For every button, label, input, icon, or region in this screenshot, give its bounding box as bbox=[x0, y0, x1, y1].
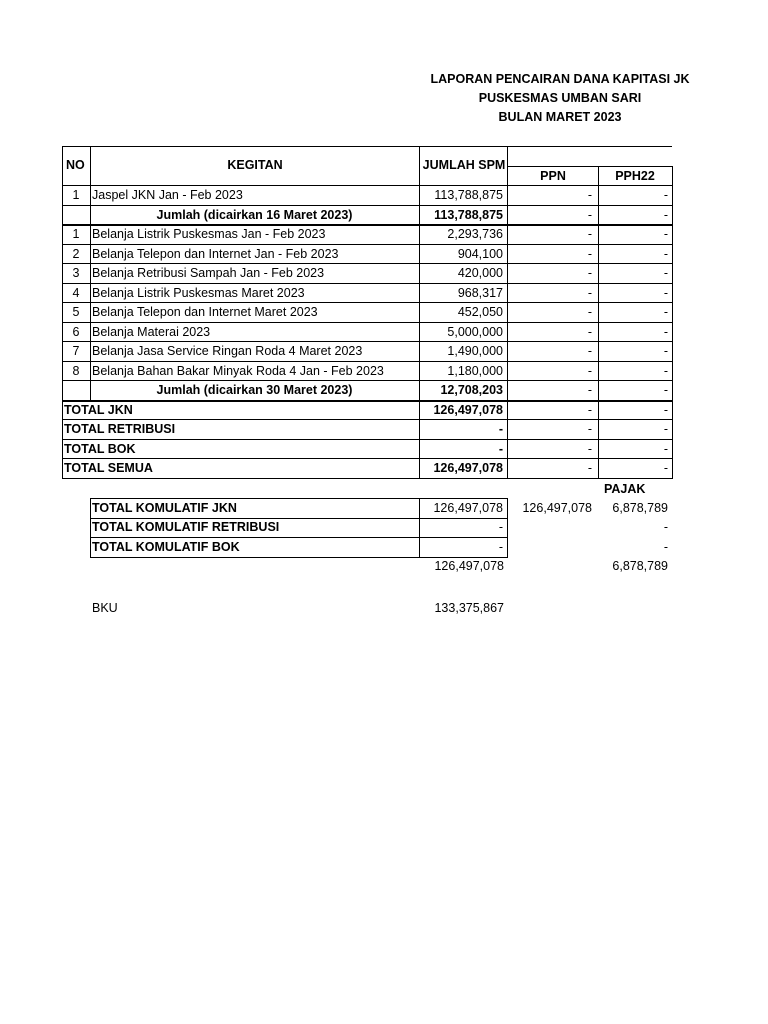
kumulatif-col4: - bbox=[663, 539, 668, 554]
kumulatif-col3 bbox=[509, 538, 592, 557]
row-no: 4 bbox=[72, 285, 80, 300]
row-ppn: - bbox=[587, 344, 592, 358]
row-jumlah: 904,100 bbox=[457, 246, 503, 261]
row-ppn: - bbox=[587, 422, 592, 436]
header-pph22: PPH22 bbox=[615, 169, 655, 183]
row-jumlah: 452,050 bbox=[457, 305, 503, 319]
title-line-1: LAPORAN PENCAIRAN DANA KAPITASI JK bbox=[430, 72, 690, 86]
row-jumlah: 2,293,736 bbox=[447, 227, 503, 241]
title-line-2: PUSKESMAS UMBAN SARI bbox=[478, 91, 642, 105]
title-line-3: BULAN MARET 2023 bbox=[498, 110, 622, 124]
subtotal-label: Jumlah (dicairkan 30 Maret 2023) bbox=[156, 383, 353, 397]
header-ppn: PPN bbox=[540, 169, 566, 183]
row-kegiatan: Belanja Jasa Service Ringan Roda 4 Maret 2023 bbox=[92, 344, 363, 358]
row-pph22: - bbox=[663, 188, 668, 202]
table-top-border bbox=[62, 146, 507, 147]
row-kegiatan: Belanja Bahan Bakar Minyak Roda 4 Jan - Feb 2023 bbox=[92, 363, 384, 378]
row-ppn: - bbox=[587, 246, 592, 261]
row-kegiatan: Belanja Telepon dan Internet Jan - Feb 2023 bbox=[92, 246, 339, 261]
row-no: 7 bbox=[72, 344, 80, 358]
kumulatif-border-left bbox=[90, 498, 91, 558]
row-pph22: - bbox=[663, 246, 668, 261]
row-kegiatan: Belanja Telepon dan Internet Maret 2023 bbox=[92, 305, 318, 319]
row-ppn: - bbox=[587, 227, 592, 241]
row-pph22: - bbox=[663, 441, 668, 456]
row-jumlah: 126,497,078 bbox=[433, 402, 503, 417]
header-kegiatan: KEGITAN bbox=[227, 158, 283, 172]
row-jumlah: 1,180,000 bbox=[447, 363, 503, 378]
header-no: NO bbox=[66, 158, 85, 172]
row-jumlah: 968,317 bbox=[457, 285, 503, 300]
row-ppn: - bbox=[587, 441, 592, 456]
kumulatif-sum-jumlah: 126,497,078 bbox=[434, 559, 504, 573]
col-border-right bbox=[672, 166, 673, 479]
row-jumlah: 1,490,000 bbox=[447, 344, 503, 358]
row-no: 8 bbox=[72, 363, 80, 378]
row-pph22: - bbox=[663, 422, 668, 436]
row-pph22: - bbox=[663, 266, 668, 280]
row-ppn: - bbox=[587, 383, 592, 397]
total-label: TOTAL SEMUA bbox=[64, 461, 153, 475]
row-jumlah: 12,708,203 bbox=[440, 383, 503, 397]
row-ppn: - bbox=[587, 285, 592, 300]
pajak-label: PAJAK bbox=[604, 482, 646, 496]
row-kegiatan: Jaspel JKN Jan - Feb 2023 bbox=[92, 188, 243, 202]
row-pph22: - bbox=[663, 207, 668, 222]
total-label: TOTAL JKN bbox=[64, 402, 133, 417]
kumulatif-label: TOTAL KOMULATIF BOK bbox=[92, 539, 240, 554]
table-top-border-right bbox=[507, 146, 672, 147]
row-kegiatan: Belanja Retribusi Sampah Jan - Feb 2023 bbox=[92, 266, 325, 280]
col-border-left bbox=[62, 146, 63, 479]
col-border-ppn bbox=[507, 146, 508, 479]
col-border-jumlah bbox=[419, 146, 420, 479]
row-ppn: - bbox=[587, 188, 592, 202]
row-kegiatan: Belanja Listrik Puskesmas Maret 2023 bbox=[92, 285, 305, 300]
row-jumlah: 113,788,875 bbox=[434, 188, 503, 202]
report-title bbox=[420, 70, 700, 127]
bku-value: 133,375,867 bbox=[434, 601, 504, 615]
row-no: 3 bbox=[72, 266, 80, 280]
row-no: 1 bbox=[72, 188, 80, 202]
kumulatif-label: TOTAL KOMULATIF JKN bbox=[92, 500, 237, 515]
bku-label: BKU bbox=[92, 601, 118, 615]
row-ppn: - bbox=[587, 305, 592, 319]
row-pph22: - bbox=[663, 402, 668, 417]
row-jumlah: 113,788,875 bbox=[434, 207, 503, 222]
row-pph22: - bbox=[663, 363, 668, 378]
row-no: 6 bbox=[72, 324, 80, 339]
kumulatif-border-right bbox=[507, 498, 508, 558]
col-border-pph22 bbox=[598, 166, 599, 479]
kumulatif-label: TOTAL KOMULATIF RETRIBUSI bbox=[92, 520, 280, 534]
row-jumlah: 5,000,000 bbox=[447, 324, 503, 339]
kumulatif-sum-pajak: 6,878,789 bbox=[612, 559, 668, 573]
row-ppn: - bbox=[587, 324, 592, 339]
total-label: TOTAL RETRIBUSI bbox=[64, 422, 176, 436]
row-ppn: - bbox=[587, 363, 592, 378]
kumulatif-border-mid bbox=[419, 498, 420, 558]
row-no: 5 bbox=[72, 305, 80, 319]
kumulatif-jumlah: - bbox=[498, 539, 503, 554]
row-jumlah: - bbox=[498, 422, 503, 436]
header-jumlah-spm: JUMLAH SPM bbox=[422, 158, 506, 172]
row-pph22: - bbox=[663, 344, 668, 358]
row-border bbox=[62, 478, 672, 479]
row-pph22: - bbox=[663, 461, 668, 475]
kumulatif-col4: - bbox=[663, 520, 668, 534]
row-ppn: - bbox=[587, 402, 592, 417]
row-no: 2 bbox=[72, 246, 80, 261]
row-no: 1 bbox=[72, 227, 80, 241]
row-pph22: - bbox=[663, 285, 668, 300]
kumulatif-jumlah: 126,497,078 bbox=[433, 500, 503, 515]
row-ppn: - bbox=[587, 266, 592, 280]
row-jumlah: 420,000 bbox=[457, 266, 503, 280]
subtotal-label: Jumlah (dicairkan 16 Maret 2023) bbox=[156, 207, 353, 222]
kumulatif-col3: 126,497,078 bbox=[522, 500, 592, 515]
row-pph22: - bbox=[663, 383, 668, 397]
kumulatif-col4: 6,878,789 bbox=[612, 500, 668, 515]
row-pph22: - bbox=[663, 227, 668, 241]
row-kegiatan: Belanja Listrik Puskesmas Jan - Feb 2023 bbox=[92, 227, 326, 241]
total-label: TOTAL BOK bbox=[64, 441, 136, 456]
row-jumlah: - bbox=[498, 441, 503, 456]
col-border-no bbox=[90, 146, 91, 400]
row-pph22: - bbox=[663, 324, 668, 339]
row-ppn: - bbox=[587, 461, 592, 475]
row-kegiatan: Belanja Materai 2023 bbox=[92, 324, 211, 339]
row-ppn: - bbox=[587, 207, 592, 222]
row-jumlah: 126,497,078 bbox=[433, 461, 503, 475]
kumulatif-jumlah: - bbox=[498, 520, 503, 534]
row-pph22: - bbox=[663, 305, 668, 319]
kumulatif-col3 bbox=[509, 518, 592, 537]
